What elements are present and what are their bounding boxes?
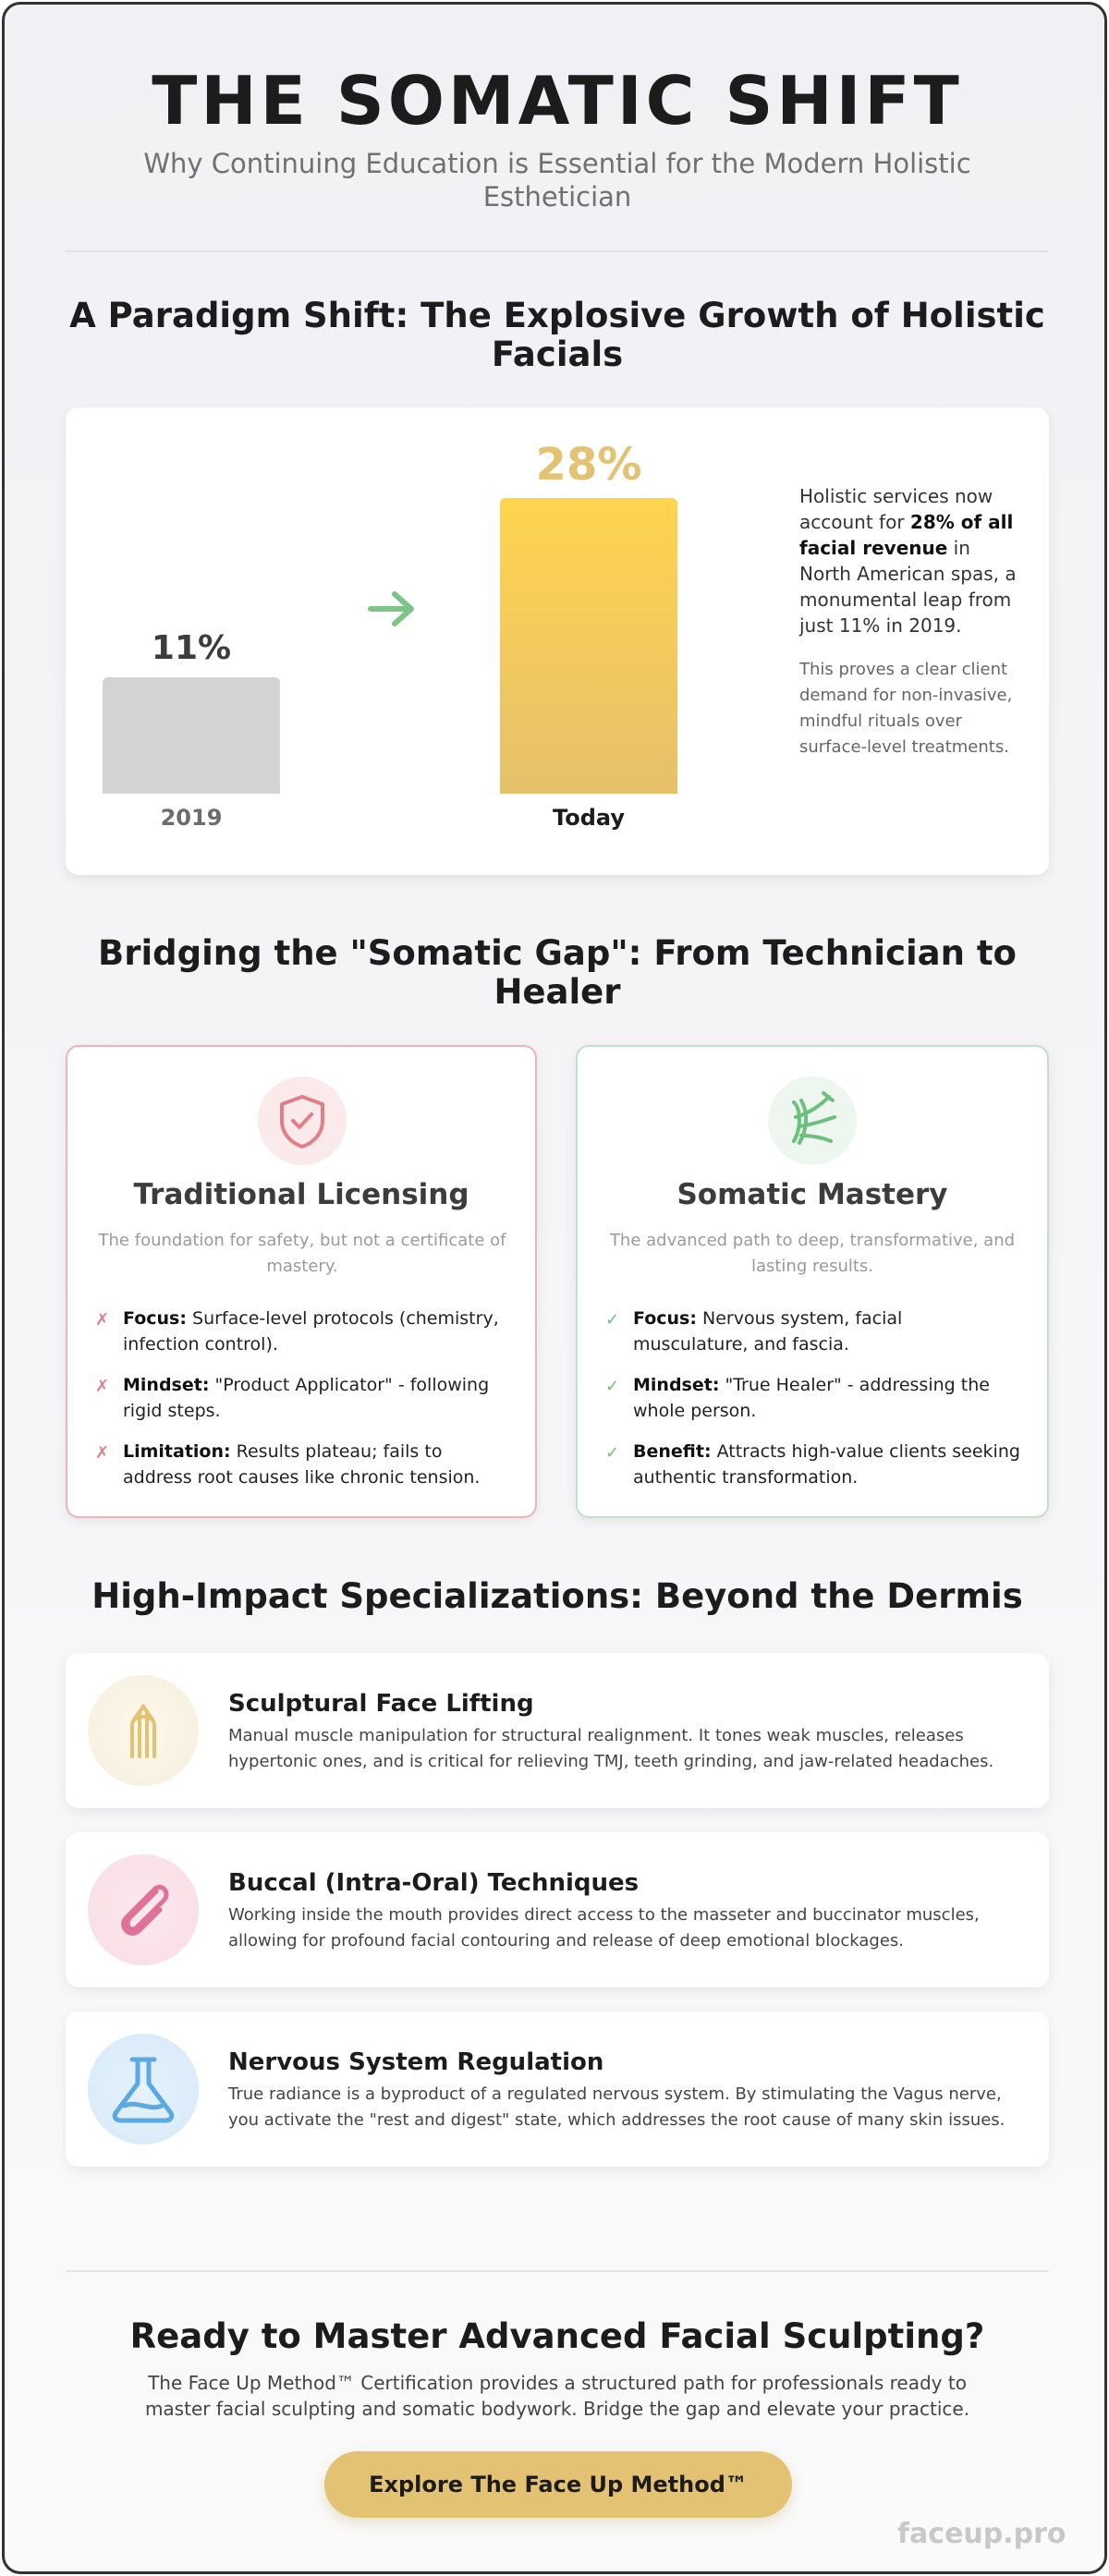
somatic-mastery-subtitle: The advanced path to deep, transformative, and lasting results. [609,1231,1016,1276]
bar-category-label: 2019 [160,805,223,831]
specialization-title: Buccal (Intra-Oral) Techniques [228,1869,640,1897]
bar-value-label: 11% [151,629,232,668]
list-item: Limitation: Results plateau; fails to address root causes like chronic tension. [123,1441,481,1488]
growth-chart-card [66,407,1049,875]
shield-check-icon [258,1076,347,1165]
specialization-card-nervous-system [66,2011,1049,2167]
bar-today [500,498,677,794]
page-title: THE SOMATIC SHIFT [152,62,963,140]
somatic-mastery-title: Somatic Mastery [676,1178,948,1211]
muscle-fibers-icon [768,1076,857,1165]
specialization-text: True radiance is a byproduct of a regulated nervous system. By stimulating the Vagus nerve, you activate the "rest and digest" state, which addresses the root cause of many skin issues. [228,2084,1005,2130]
traditional-licensing-title: Traditional Licensing [133,1178,469,1211]
specializations-heading: High-Impact Specializations: Beyond the Dermis [91,1576,1023,1616]
bar-2019 [103,677,280,794]
bar-value-label: 28% [535,439,642,491]
cross-icon: ✗ [95,1377,110,1396]
cta-description: The Face Up Method™ Certification provides a structured path for professionals ready to master facial sculpting and somatic bodywork. Bridge the gap and elevate your practice. [144,2372,970,2420]
traditional-licensing-card [66,1045,537,1518]
list-item: Benefit: Attracts high-value clients seeking authentic transformation. [633,1441,1020,1488]
cross-icon: ✗ [95,1443,110,1463]
brand-watermark: faceup.pro [897,2518,1066,2550]
explore-face-up-method-button[interactable]: Explore The Face Up Method™ [324,2451,792,2518]
specialization-card-face-lifting [66,1653,1049,1808]
specialization-text: Working inside the mouth provides direct access to the masseter and buccinator muscles, allowing for profound facial contouring and release of deep emotional blockages. [228,1905,980,1950]
check-icon: ✓ [605,1310,620,1330]
growth-description: Holistic services now account for 28% of all facial revenue in North American spas, a monumental leap from just 11% in 2019. [799,485,1017,637]
check-icon: ✓ [605,1377,620,1396]
divider [66,250,1049,252]
specialization-title: Sculptural Face Lifting [228,1690,534,1718]
cross-icon: ✗ [95,1310,110,1330]
gap-heading: Bridging the "Somatic Gap": From Technician to Healer [98,933,1017,1012]
growth-note: This proves a clear client demand for non-invasive, mindful rituals over surface-level treatments. [799,660,1013,757]
specialization-card-buccal [66,1832,1049,1987]
paperclip-icon [88,1854,199,1965]
specialization-title: Nervous System Regulation [228,2048,604,2076]
bar-category-label: Today [553,805,625,831]
arrow-right-icon [367,589,417,629]
check-icon: ✓ [605,1443,620,1463]
list-item: Focus: Surface-level protocols (chemistry, infection control). [123,1308,499,1355]
somatic-mastery-card [576,1045,1049,1518]
list-item: Focus: Nervous system, facial musculature, and fascia. [633,1308,903,1355]
list-item: Mindset: "Product Applicator" - following rigid steps. [123,1375,490,1421]
flask-icon [88,2034,199,2145]
growth-heading: A Paradigm Shift: The Explosive Growth of Holistic Facials [69,296,1045,374]
traditional-licensing-subtitle: The foundation for safety, but not a certificate of mastery. [98,1231,506,1276]
divider [66,2270,1049,2272]
lifting-hand-icon [88,1675,199,1786]
cta-heading: Ready to Master Advanced Facial Sculpting? [129,2316,985,2356]
specialization-text: Manual muscle manipulation for structural realignment. It tones weak muscles, releases hypertonic ones, and is critical for relieving TMJ, teeth grinding, and jaw-related headaches. [228,1726,994,1771]
page-subtitle: Why Continuing Education is Essential for the Modern Holistic Esthetician [143,148,971,213]
infographic-frame [2,2,1107,2574]
list-item: Mindset: "True Healer" - addressing the whole person. [633,1375,990,1421]
